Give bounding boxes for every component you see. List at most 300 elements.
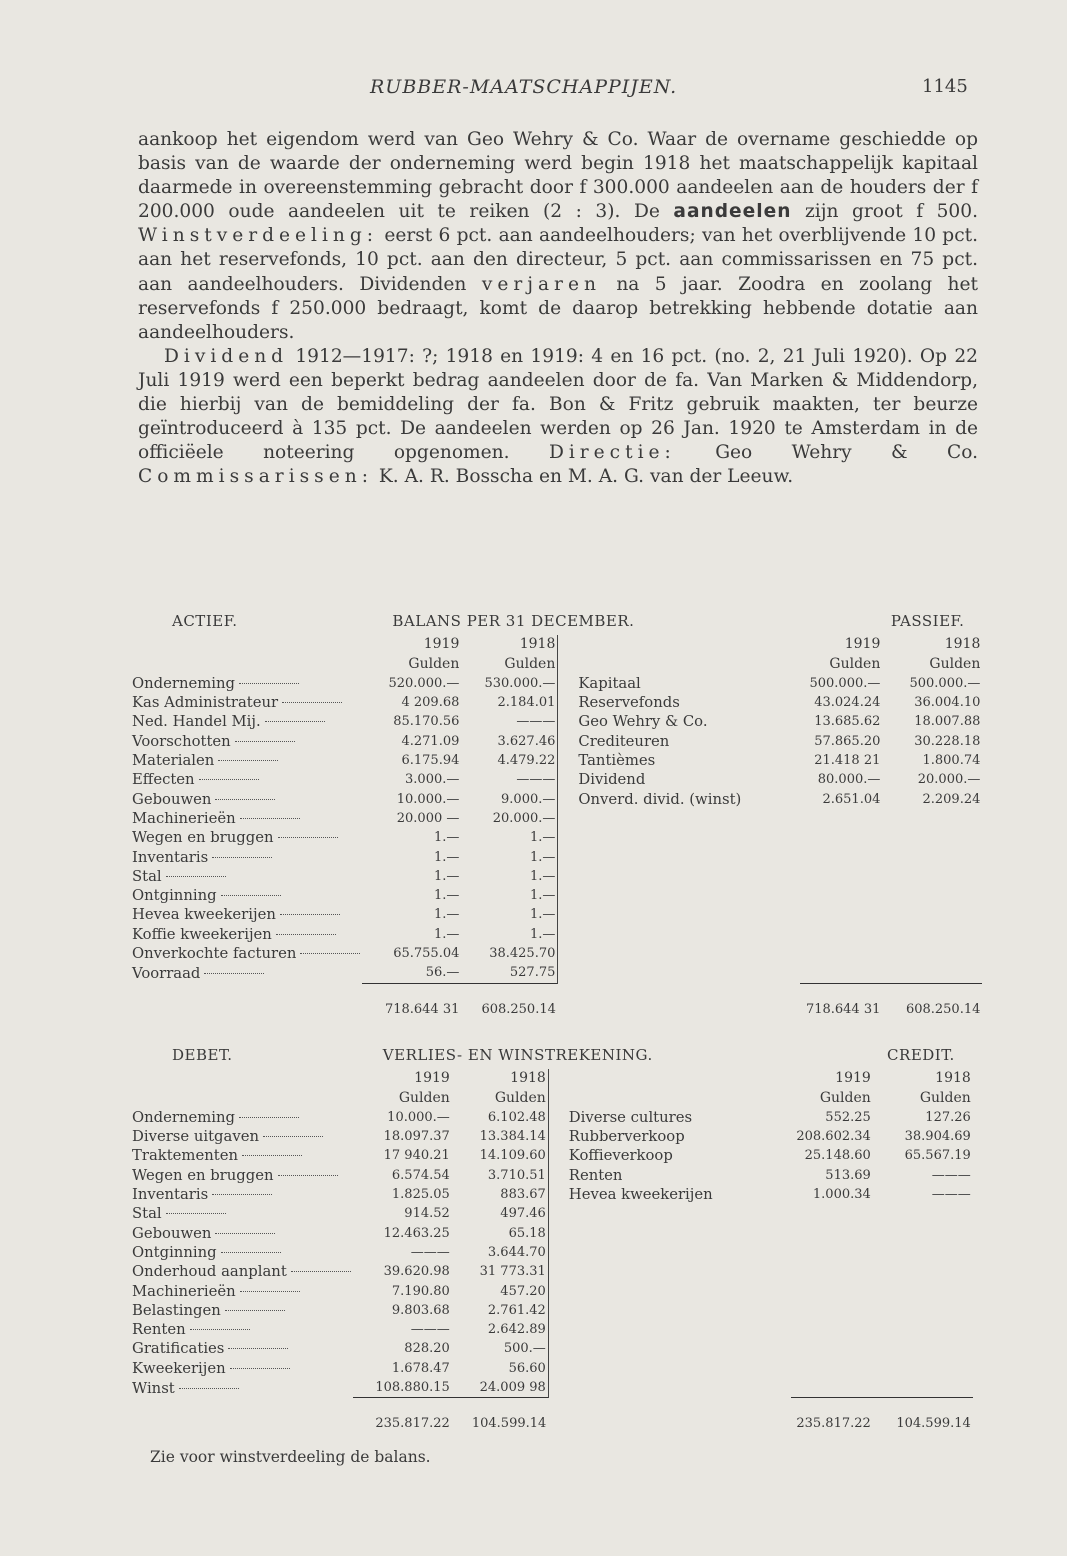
value-1919: 6.574.54 [391,1167,450,1183]
value-1918: 38.904.69 [904,1129,971,1145]
value-1918: 530.000.— [484,675,556,691]
row-label: Geo Wehry & Co. [578,713,708,731]
table-row [130,751,982,770]
spaced-term: Directie: [548,442,676,464]
value-1918: 1.— [529,888,556,904]
column-header: 1919 [844,636,881,653]
value-1919: 1.— [433,868,460,884]
value-1919: 552.25 [825,1109,871,1125]
table-cell [130,1069,353,1088]
leader-dots [291,1271,351,1272]
row-label-text: Diverse uitgaven [132,1128,259,1146]
leader-dots [282,702,342,703]
leader-dots [218,760,278,761]
leader-dots [235,741,295,742]
table-cell [548,1359,567,1378]
row-label-text: Voorraad [132,964,201,982]
value-1918: ——— [516,772,556,788]
table-row [130,1243,973,1262]
value-1919: 1.— [433,849,460,865]
row-label-text: Ned. Handel Mij. [132,713,261,731]
table-cell [576,867,800,886]
table-cell [558,944,577,963]
table-cell [548,1146,567,1165]
row-label-text: Belastingen [132,1301,221,1319]
running-title: RUBBER-MAATSCHAPPIJEN. [370,76,678,98]
table-cell [548,1301,567,1320]
table-row [130,944,982,963]
value-1918: 1.— [529,907,556,923]
row-label: Hevea kweekerijen [568,1186,713,1204]
column-header: 1919 [835,1070,871,1087]
leader-dots [300,953,360,954]
table-cell [882,809,982,828]
leader-dots [190,1329,250,1330]
leader-dots [212,857,272,858]
table-cell [791,1378,873,1398]
value-1918: 2.184.01 [497,695,556,711]
leader-dots [199,779,259,780]
text-run: K. A. R. Bosscha en M. A. G. van der Leeuw. [372,466,794,488]
row-label [130,712,362,731]
row-label-text: Onderneming [132,674,236,692]
value-1918: 14.109.60 [479,1148,546,1164]
table-row [130,712,982,731]
table-row [130,1185,973,1204]
row-label [130,770,362,789]
table-cell [882,925,982,944]
value-1919: 56.— [425,965,460,981]
value-1918: ——— [516,714,556,730]
value-1918: 20.000.— [492,810,556,826]
table-title-row [130,1046,973,1069]
table-cell [130,655,362,674]
leader-dots [221,1252,281,1253]
row-label [130,790,362,809]
table-cell [800,944,882,963]
leader-dots [215,1233,275,1234]
value-1919: 1.— [433,926,460,942]
value-1919: 1.— [433,888,460,904]
table-cell [558,867,577,886]
table-cell [800,963,882,983]
value-1919: 208.602.34 [796,1129,871,1145]
value-1919: 25.148.60 [804,1148,871,1164]
row-label [130,693,362,712]
row-label: Renten [568,1166,623,1184]
table-cell [558,983,577,1019]
value-1918: 30.228.18 [914,733,981,749]
table-cell [791,1359,873,1378]
value-1918: 2.209.24 [922,791,981,807]
leader-dots [212,1194,272,1195]
table-cell [130,635,362,654]
total-row [130,1398,973,1434]
table-cell [882,944,982,963]
table-row [130,867,982,886]
table-cell [548,1204,567,1223]
table-cell [791,1262,873,1281]
row-label-text: Hevea kweekerijen [132,906,276,924]
table-cell [791,1224,873,1243]
leader-dots [240,1291,300,1292]
value-1919: 520.000.— [388,675,460,691]
table-cell [800,809,882,828]
column-header: Gulden [494,1089,546,1106]
table-cell [791,1204,873,1223]
table-cell [558,963,577,983]
row-label [130,905,362,924]
table-cell [558,751,577,770]
table-row [130,1262,973,1281]
value-1918: 36.004.10 [914,695,981,711]
table-cell [567,1282,791,1301]
text-run: aankoop het eigendom werd van Geo Wehry & Co. Waar de overname geschiedde op basis van de waarde der onderneming werd begin 1918 het maatschappelijk kapitaal daarmede in overeenstemming gebracht door f 300.000 aandeelen aan de houders der f 200.000 oude aandeelen uit te reiken (2 : 3). De [138,129,978,223]
value-1919: 4.271.09 [401,733,460,749]
table-cell [548,1166,567,1185]
value-1918: 3.644.70 [487,1244,546,1260]
value-1919: 2.651.04 [822,791,881,807]
table-cell [567,1359,791,1378]
row-label [130,732,362,751]
row-label-text: Inventaris [132,1186,209,1204]
row-label-text: Wegen en bruggen [132,1166,274,1184]
table-cell [558,886,577,905]
table-cell [567,1204,791,1223]
table-cell [791,1282,873,1301]
table-cell [567,1262,791,1281]
value-1919: 108.880.15 [375,1380,450,1396]
table-cell [130,1089,353,1108]
value-1918: 13.384.14 [479,1129,546,1145]
row-label-text: Onderhoud aanplant [132,1263,287,1281]
row-label-text: Effecten [132,771,195,789]
table-row [130,963,982,983]
table-row [130,1320,973,1339]
leader-dots [280,914,340,915]
row-label [130,1146,353,1165]
table-cell [791,1301,873,1320]
table-row [130,809,982,828]
table-cell [130,983,362,1019]
table-cell [558,848,577,867]
table-cell [567,1089,791,1108]
value-1918: 527.75 [509,965,556,981]
table-cell [567,1398,791,1434]
table-cell [873,1359,973,1378]
row-label [130,1127,353,1146]
row-label [130,1204,353,1223]
table-row [130,770,982,789]
value-1918: 2.642.89 [487,1322,546,1338]
table-row [130,905,982,924]
table-cell [576,635,800,654]
table-cell [558,732,577,751]
value-1918: 38.425.70 [489,946,556,962]
row-label [130,1320,353,1339]
table-cell [548,1339,567,1358]
value-1919: 80.000.— [817,772,881,788]
leader-dots [230,1368,290,1369]
table-cell [567,1339,791,1358]
leader-dots [228,1348,288,1349]
table-row [130,674,982,693]
table-cell [791,1339,873,1358]
column-header: Gulden [829,655,881,672]
table-cell [567,1320,791,1339]
row-label-text: Inventaris [132,848,209,866]
row-label-text: Stal [132,867,162,885]
leader-dots [265,721,325,722]
row-label-text: Winst [132,1379,175,1397]
table-cell [882,886,982,905]
row-label-text: Machinerieën [132,1282,236,1300]
row-label: Crediteuren [578,732,670,750]
table-header-row [130,655,982,674]
leader-dots [278,837,338,838]
row-label-text: Gebouwen [132,1224,212,1242]
leader-dots [278,1175,338,1176]
table-cell [791,1243,873,1262]
table-row [130,1108,973,1127]
table-cell [558,790,577,809]
table-row [130,1127,973,1146]
value-1918: 457.20 [500,1283,546,1299]
table-cell [548,1243,567,1262]
table-cell [873,1243,973,1262]
profit-loss-table [130,1046,973,1434]
table-cell [576,925,800,944]
leader-dots [225,1310,285,1311]
value-1919: 17 940.21 [383,1148,450,1164]
table-cell [576,828,800,847]
table-row [130,693,982,712]
table-row [130,1339,973,1358]
value-1919: 1.— [433,907,460,923]
row-label [130,867,362,886]
table-cell [548,1320,567,1339]
table-cell [576,848,800,867]
row-label: Tantièmes [578,752,656,770]
row-label-text: Stal [132,1205,162,1223]
text-run: na 5 jaar. Zoodra en zoolang het reservefonds f 250.000 bedraagt, komt de daarop betrekking hebbende dotatie aan aandeelhouders. [138,273,979,343]
text-run: Geo Wehry & Co. [675,442,978,464]
row-label-text: Onderneming [132,1108,236,1126]
table-cell [873,1339,973,1358]
table-cell [882,848,982,867]
value-1919: ——— [410,1244,450,1260]
value-1918: 6.102.48 [487,1109,546,1125]
spaced-term: Commissarissen: [138,466,373,488]
text-run: zijn groot f 500. [791,201,978,223]
value-1918: 1.— [529,868,556,884]
value-1918: 127.26 [925,1109,971,1125]
row-label [130,963,362,983]
row-label-text: Kas Administrateur [132,694,279,712]
table-cell [548,1089,567,1108]
table-cell [567,1224,791,1243]
value-1918: ——— [931,1187,971,1203]
row-label [130,1262,353,1281]
table-row [130,1204,973,1223]
table-cell [558,828,577,847]
column-header: Gulden [819,1089,871,1106]
total-1919: 718.644 31 [362,983,461,1019]
row-label [130,1301,353,1320]
table-cell [548,1282,567,1301]
table-cell [567,1069,791,1088]
column-header: 1919 [414,1070,450,1087]
table-cell [873,1224,973,1243]
value-1918: 1.— [529,830,556,846]
leader-dots [239,683,299,684]
table-cell [548,1378,567,1398]
row-label-text: Voorschotten [132,732,231,750]
value-1919: 1.678.47 [391,1360,450,1376]
value-1918: 18.007.88 [914,714,981,730]
value-1918: 31 773.31 [479,1264,546,1280]
table-cell [567,1243,791,1262]
total-1919: 235.817.22 [791,1398,873,1434]
value-1919: 500.000.— [809,675,881,691]
spaced-term: verjaren [481,273,601,295]
leader-dots [204,973,264,974]
table-side-title: PASSIEF. [890,612,965,630]
row-label-text: Traktementen [132,1147,238,1165]
footnote: Zie voor winstverdeeling de balans. [150,1448,431,1466]
value-1919: 914.52 [404,1206,450,1222]
value-1918: 3.627.46 [497,733,556,749]
value-1918: 65.567.19 [904,1148,971,1164]
row-label [130,886,362,905]
leader-dots [242,1155,302,1156]
row-label [130,674,362,693]
row-label: Reservefonds [578,694,680,712]
table-cell [800,905,882,924]
table-title: BALANS PER 31 DECEMBER. [392,612,635,630]
value-1919: 65.755.04 [393,946,460,962]
table-cell [576,905,800,924]
spaced-term: Dividend [164,345,289,367]
value-1919: 7.190.80 [391,1283,450,1299]
value-1918: 883.67 [500,1187,546,1203]
value-1918: 9.000.— [501,791,556,807]
value-1918: 65.18 [508,1225,546,1241]
table-cell [558,925,577,944]
table-title-row [130,612,982,635]
table-header-row [130,1069,973,1088]
text-run: eerst 6 pct. aan aandeelhouders; van het overblijvende 10 pct. aan het reservefonds, 10 pct. aan den directeur, 5 pct. aan commissarissen en 75 pct. aan aandeelhouders. Dividenden [138,225,978,295]
table-side-title: ACTIEF. [172,612,238,630]
leader-dots [215,799,275,800]
row-label [130,1224,353,1243]
value-1918: 20.000.— [917,772,981,788]
row-label [130,1185,353,1204]
table-cell [576,655,800,674]
value-1918: 24.009 98 [479,1380,546,1396]
table-cell [873,1320,973,1339]
table-cell [800,848,882,867]
value-1919: 828.20 [404,1341,450,1357]
balance-sheet-table [130,612,982,1019]
table-row [130,828,982,847]
table-cell [882,867,982,886]
row-label: Kapitaal [578,674,641,692]
table-cell [558,770,577,789]
leader-dots [179,1388,239,1389]
total-1918: 104.599.14 [873,1398,973,1434]
table-cell [548,1185,567,1204]
table-cell [800,828,882,847]
column-header: 1918 [944,636,981,653]
total-1918: 608.250.14 [461,983,558,1019]
table-cell [558,905,577,924]
row-label [130,1378,353,1398]
table-row [130,1146,973,1165]
table-row [130,1224,973,1243]
table-row [130,1359,973,1378]
table-cell [873,1282,973,1301]
row-label [130,1282,353,1301]
table-header-row [130,1089,973,1108]
table-cell [882,963,982,983]
column-header: Gulden [398,1089,450,1106]
value-1919: 12.463.25 [383,1225,450,1241]
value-1918: 3.710.51 [487,1167,546,1183]
row-label [130,944,362,963]
column-header: 1918 [510,1070,546,1087]
value-1919: 85.170.56 [393,714,460,730]
value-1918: 1.800.74 [922,753,981,769]
spaced-term: Winstverdeeling: [138,225,379,247]
table-cell [567,1301,791,1320]
paragraph-1 [138,128,978,345]
value-1919: 57.865.20 [814,733,881,749]
row-label-text: Onverkochte facturen [132,945,297,963]
value-1918: 1.— [529,926,556,942]
value-1919: 21.418 21 [814,753,881,769]
table-cell [548,1127,567,1146]
table-cell [873,1301,973,1320]
row-label-text: Ontginning [132,1243,217,1261]
row-label: Dividend [578,771,646,789]
table-cell [548,1262,567,1281]
row-label-text: Materialen [132,752,215,770]
row-label [130,1243,353,1262]
table-cell [558,809,577,828]
table-cell [558,712,577,731]
table-header-row [130,635,982,654]
table-row [130,1282,973,1301]
value-1919: 3.000.— [405,772,460,788]
value-1919: 4 209.68 [401,695,460,711]
table-cell [800,886,882,905]
column-header: 1919 [423,636,460,653]
value-1918: 497.46 [500,1206,546,1222]
value-1919: 9.803.68 [391,1302,450,1318]
value-1919: 1.— [433,830,460,846]
table-cell [882,905,982,924]
row-label-text: Gebouwen [132,790,212,808]
table-side-title: CREDIT. [887,1046,955,1064]
table-row [130,732,982,751]
table-cell [800,867,882,886]
value-1918: 4.479.22 [497,753,556,769]
table-cell [548,1108,567,1127]
table-cell [576,983,800,1019]
row-label-text: Machinerieën [132,809,236,827]
row-label: Diverse cultures [568,1108,693,1126]
